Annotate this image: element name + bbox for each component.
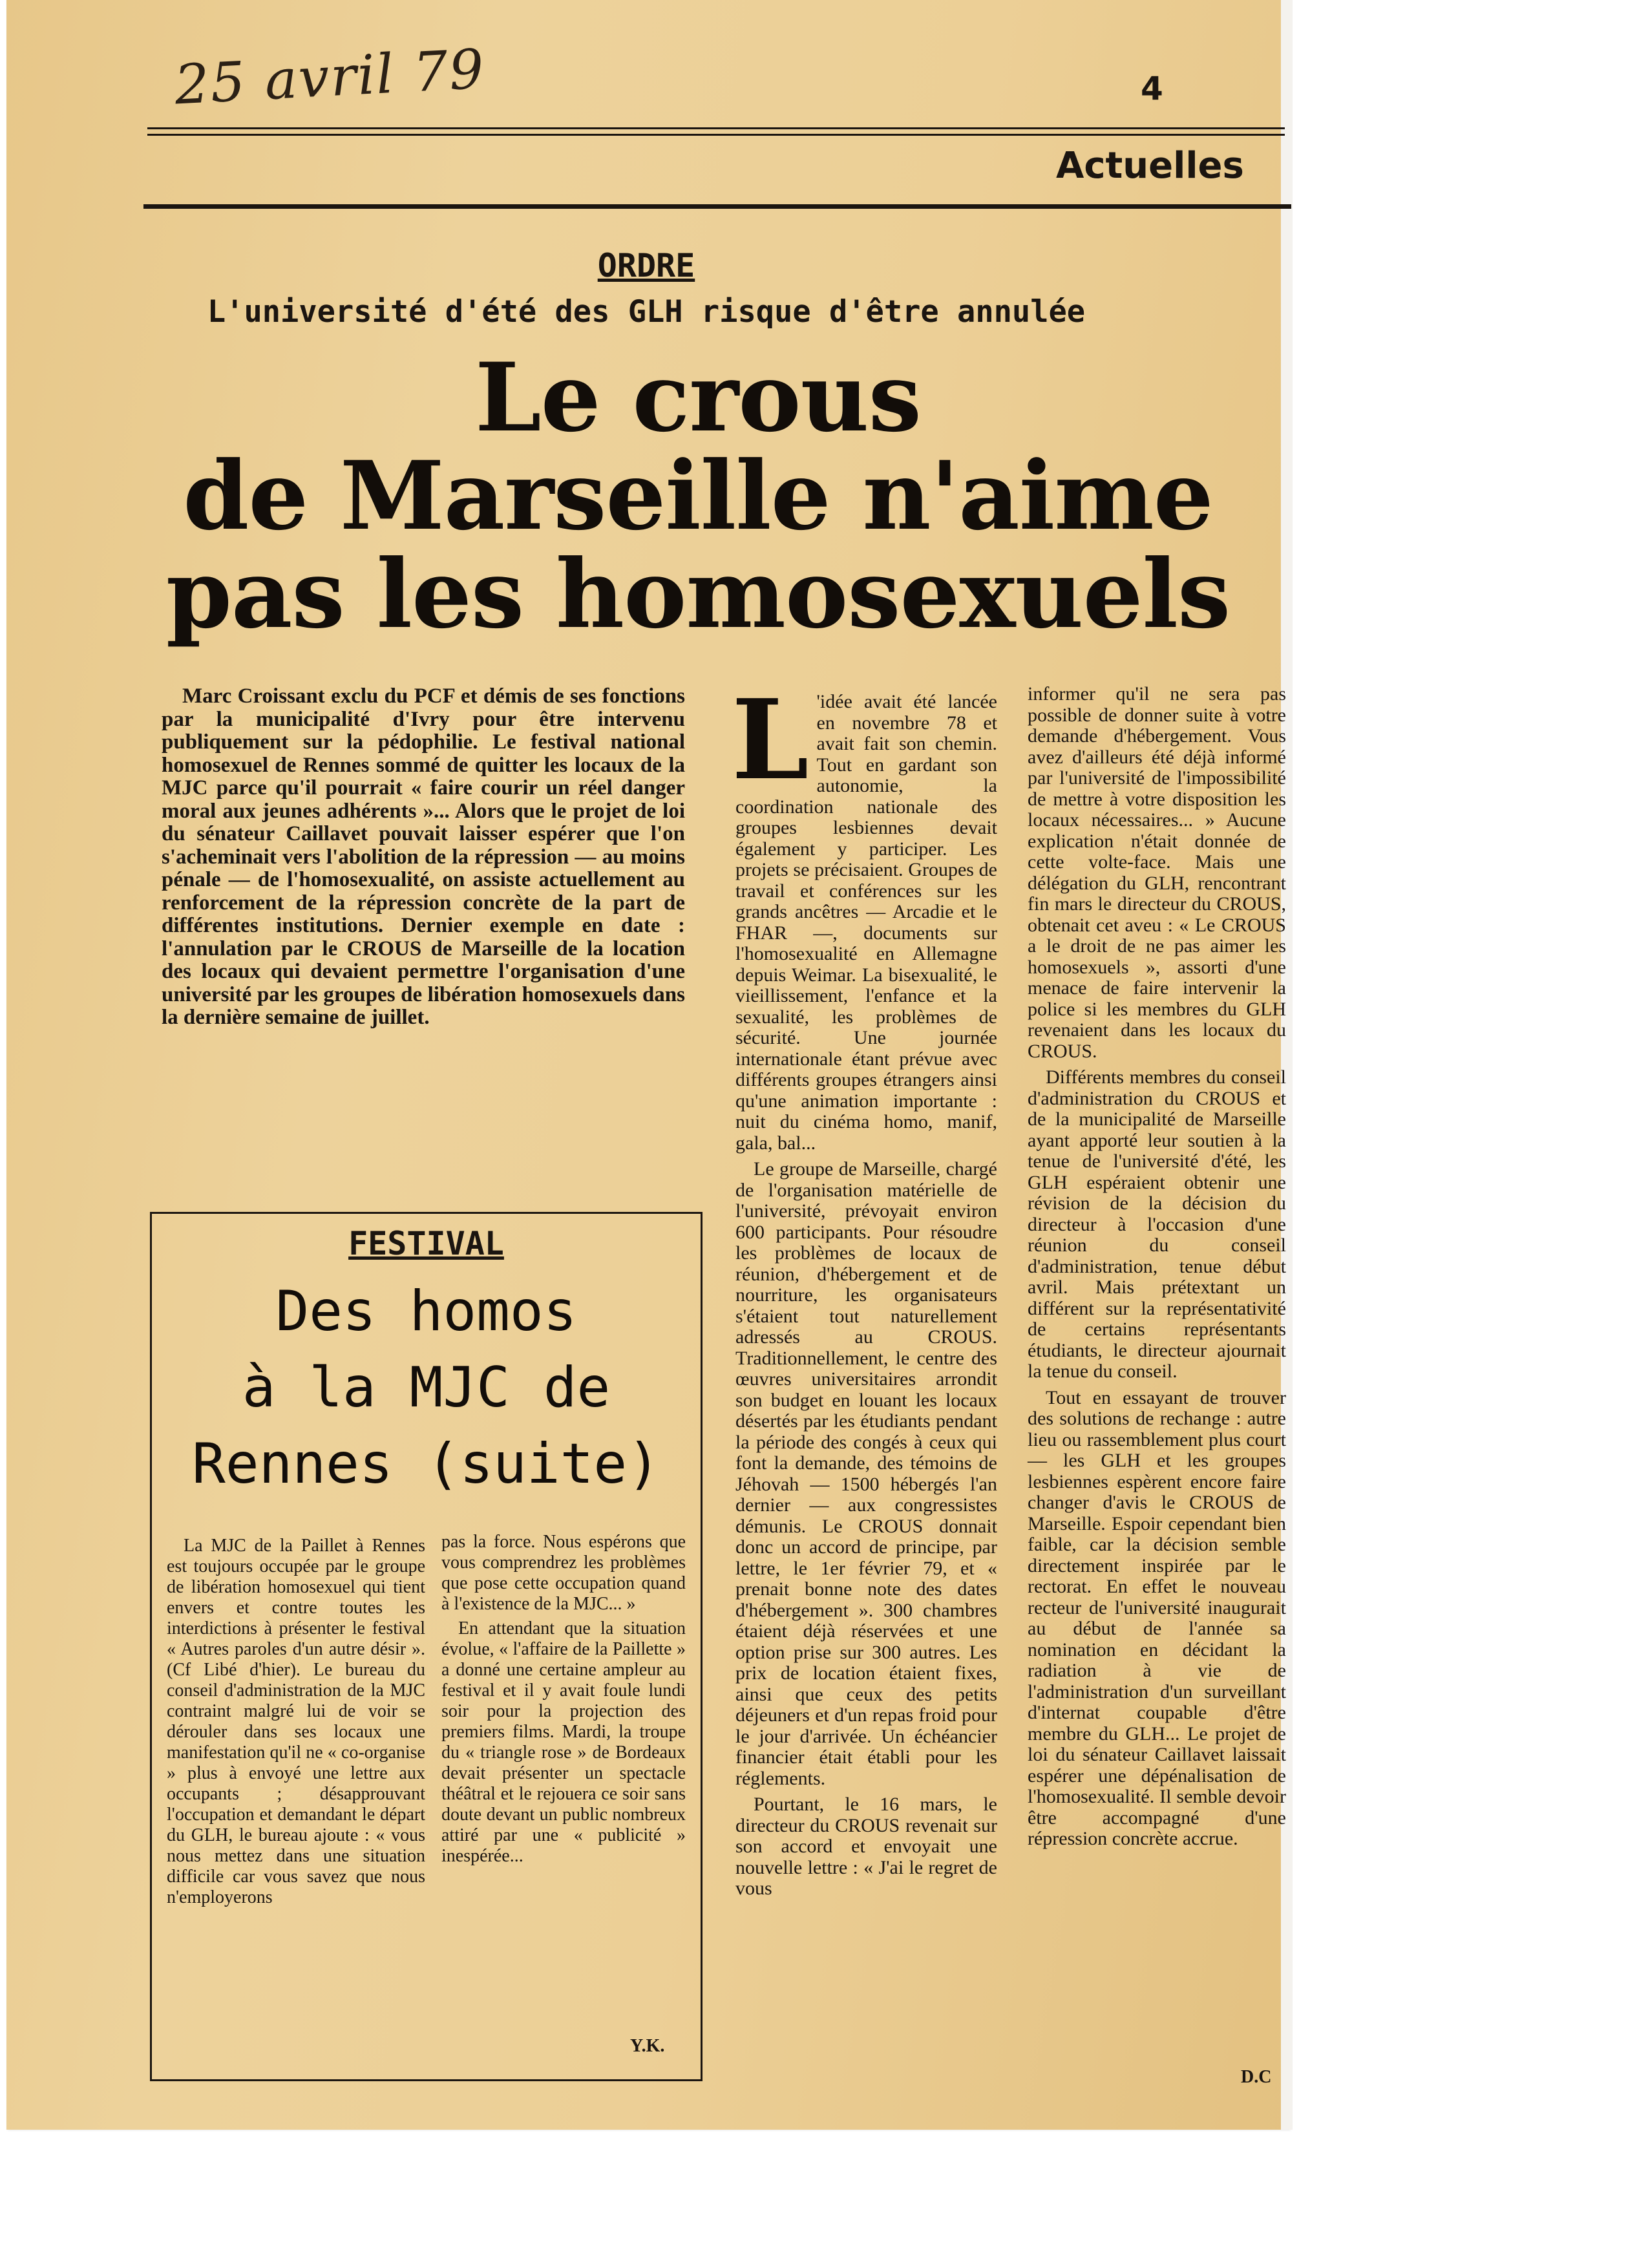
article-lead: Marc Croissant exclu du PCF et démis de ses fonctions par la municipalité d'Ivry pour être intervenu publiquement sur la pédophilie. Le festival national homosexuel de Rennes sommé de quitter les locaux de la MJC parce qu'il pourrait « faire courir un réel danger moral aux jeunes adhérents »... Alors que le projet de loi du sénateur Caillavet pouvait laisser espérer que l'on s'acheminait vers l'abolition de la répression — au moins pénale — de l'homosexualité, on assiste actuellement au renforcement de la répression concrète de la part de différentes institutions. Dernier exemple en date : l'annulation par le CROUS de Marseille de la location des locaux qui devaient permettre l'organisation d'une université par les groupes de libération homosexuels dans la dernière semaine de juillet. <box>162 684 685 1029</box>
boxed-article-signature: Y.K. <box>630 2036 665 2056</box>
box-headline-line-3: Rennes (suite) <box>192 1432 660 1496</box>
article-paragraph: Pourtant, le 16 mars, le directeur du CROUS revenait sur son accord et envoyait une nouvelle lettre : « J'ai le regret de vous <box>735 1794 997 1899</box>
box-paragraph: En attendant que la situation évolue, « l'affaire de la Paillette » a donné une certaine ampleur au festival et il y avait foule lundi soir pour la projection des premiers films. Mardi, la troupe du « triangle rose » de Bordeaux devait présenter un spectacle théâtral et le rejouera ce soir sans doute devant un public nombreux attiré par une « publicité » inespérée... <box>441 1618 686 1866</box>
article-signature: D.C <box>1241 2067 1272 2087</box>
article-paragraph: informer qu'il ne sera pas possible de donner suite à votre demande d'hébergement. Vous avez d'ailleurs été déjà informé par l'université de l'impossibilité de mettre à votre disposition les locaux nécessaires... » Aucune explication n'était donnée de cette volte-face. Mais une délégation du GLH, rencontrant fin mars le directeur du CROUS, obtenait cet aveu : « Le CROUS a le droit de ne pas aimer les homosexuels », assorti d'une menace de faire intervenir la police si les membres du GLH revenaient dans les locaux du CROUS. <box>1028 683 1286 1062</box>
header-rule-bottom <box>143 204 1291 209</box>
box-paragraph: pas la force. Nous espérons que vous comprendrez les problèmes que pose cette occupation quand à l'existence de la MJC... » <box>441 1532 686 1614</box>
header-rule-top <box>147 127 1285 129</box>
article-paragraph: L 'idée avait été lancée en novembre 78 et avait fait son chemin. Tout en gardant son autonomie, la coordination nationale des groupes lesbiennes devait également y participer. Les projets se précisaient. Groupes de travail et conférences sur les grands ancêtres — Arcadie et le FHAR —, documents sur l'homosexualité en Allemagne depuis Weimar. La bisexualité, le vieillissement, l'enfance et la sexualité, les problèmes de sécurité. Une journée internationale étant prévue avec différents groupes étrangers ainsi qu'une animation importante : nuit du cinéma homo, manif, gala, bal... <box>732 675 997 1154</box>
article-paragraph: Le groupe de Marseille, chargé de l'organisation matérielle de l'université, prévoyait environ 600 participants. Pour résoudre les problèmes de locaux de réunion, d'hébergement et de nourriture, les organisateurs s'étaient tout naturellement adressés au CROUS. Traditionnellement, le centre des œuvres universitaires arrondit son budget en louant les locaux désertés par les étudiants pendant la période des congés à ceux qui font la demande, des témoins de Jéhovah — 1500 hébergés l'an dernier — aux congressistes démunis. Le CROUS donnait donc un accord de principe, par lettre, le 1er février 79, et « prenait bonne note des dates d'hébergement ». 300 chambres étaient déjà réservées et une option prise sur 300 autres. Les prix de location étaient fixes, ainsi que ceux des petits déjeuners et d'un repas froid pour le jour d'arrivée. Un échéancier financier était établi pour les réglements. <box>735 1158 997 1789</box>
boxed-article-column-2 <box>441 1532 686 1871</box>
drop-cap: L <box>732 675 809 805</box>
article-paragraph: Tout en essayant de trouver des solutions de rechange : autre lieu ou rassemblement plus court — les GLH et les groupes lesbiennes espèrent encore faire changer d'avis le CROUS de Marseille. Espoir cependant bien faible, car la décision semble directement inspirée par le rectorat. En effet le nouveau recteur de l'université inaugurait au début de l'année sa nomination en décidant la radiation à vie de l'administration d'un surveillant d'internat coupable d'être membre du GLH... Le projet de loi du sénateur Caillavet laissait espérer une dépénalisation de l'homosexualité. Il semble devoir être accompagné d'une répression concrète accrue. <box>1028 1386 1286 1849</box>
section-label: Actuelles <box>1056 145 1244 187</box>
article-subhead: L'université d'été des GLH risque d'être annulée <box>207 294 1086 330</box>
article-headline <box>129 343 1267 650</box>
handwritten-date: 25 avril 79 <box>173 37 487 117</box>
box-headline-line-1: Des homos <box>275 1279 577 1344</box>
box-paragraph: La MJC de la Paillet à Rennes est toujours occupée par le groupe de libération homosexuel qui tient envers et contre toutes les interdictions à présenter le festival « Autres paroles d'un autre désir ». (Cf Libé d'hier). Le bureau du conseil d'administration de la MJC contraint malgré lui de voir se dérouler dans ses locaux une manifestation qu'il ne « co-organise » plus à envoyé une lettre aux occupants ; désapprouvant l'occupation et demandant le départ du GLH, le bureau ajoute : « vous nous mettez dans une situation difficile car vous savez que nous n'employerons <box>167 1536 425 1907</box>
boxed-article-kicker: FESTIVAL <box>348 1225 504 1262</box>
header-rule-top-2 <box>147 134 1285 136</box>
box-headline-line-2: à la MJC de <box>242 1355 611 1420</box>
page-number: 4 <box>1141 70 1163 107</box>
headline-line-1: Le crous <box>475 343 921 453</box>
article-column-3 <box>1028 684 1286 1855</box>
boxed-article-column-1 <box>167 1536 425 1912</box>
boxed-article-headline <box>150 1273 703 1502</box>
headline-line-3: pas les homosexuels <box>165 539 1231 650</box>
article-kicker: ORDRE <box>597 247 695 284</box>
headline-line-2: de Marseille n'aime <box>183 441 1213 551</box>
article-column-2 <box>732 675 997 1905</box>
article-paragraph: Différents membres du conseil d'administration du CROUS et de la municipalité de Marseille ayant apporté leur soutien à la tenue de l'université d'été, les GLH espéraient obtenir une révision de la décision du directeur à l'occasion d'une réunion du conseil d'administration, tenue début avril. Mais prétextant un différent sur la représentativité de certains représentants étudiants, le directeur ajournait la tenue du conseil. <box>1028 1066 1286 1382</box>
